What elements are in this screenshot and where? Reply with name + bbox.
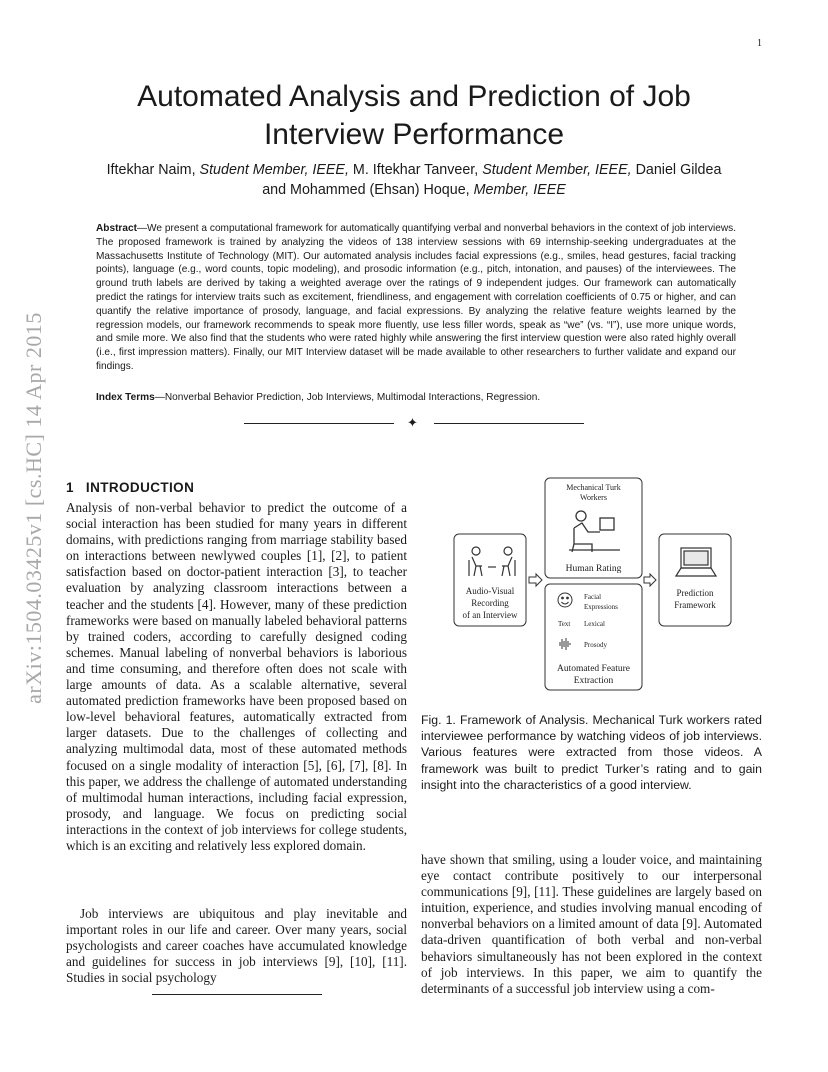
figure-caption-text: Framework of Analysis. Mechanical Turk workers rated interviewee performance by watching videos of job interviews. Various features were extracted from those videos. A framework was built to predict Turker’s rating and to gain insight into the characteristics of a good interview.: [421, 713, 762, 792]
author-name: Iftekhar Naim,: [106, 162, 200, 178]
author-list: [80, 160, 748, 200]
intro-paragraph-1: Analysis of non-verbal behavior to predict the outcome of a social interaction has been studied for many years in different domains, with predictions ranging from marriage stability based on interactions between newlywed couples [1], [2], to patient satisfaction based on doctor-patient interaction [3], to teacher evaluation by analyzing classroom interactions between a teacher and the students [4]. However, many of these prediction frameworks were based on manually labeled behavioral patterns by trained coders, according to carefully designed coding schemes. Manual labeling of nonverbal behaviors is laborious and time consuming, and therefore often does not scale with large amounts of data. As a scalable alternative, several automated prediction frameworks have been proposed based on low-level behavioral features, automatically extracted from larger datasets. Due to the challenges of collecting and analyzing multimodal data, most of these automated methods focused on a single modality of interaction [5], [6], [7], [8]. In this paper, we address the challenge of automated understanding of multimodal human interactions, including facial expression, prosody, and language. We focus on predicting social interactions in the context of job interviews for college students, which is an exciting and relatively less explored domain.: [66, 500, 407, 853]
human-rating-label: Human Rating: [565, 564, 622, 574]
laptop-icon: [676, 548, 716, 576]
abstract: [96, 222, 736, 374]
separator-diamond-icon: ✦: [407, 415, 418, 430]
section-heading: [66, 480, 194, 495]
prediction-label: Framework: [674, 600, 716, 610]
abstract-label: Abstract: [96, 223, 137, 234]
prosody-label: Prosody: [584, 641, 607, 649]
feature-extraction-label: Extraction: [573, 676, 614, 686]
figure-label: Fig. 1.: [421, 713, 456, 727]
author-membership: Member, IEEE: [473, 182, 566, 198]
framework-figure: [424, 472, 760, 702]
author-membership: Student Member, IEEE,: [482, 162, 632, 178]
index-terms: [96, 391, 736, 405]
mturk-label: Workers: [580, 493, 607, 502]
intro-paragraph-continued: have shown that smiling, using a louder voice, and maintaining eye contact contribute positively to our interpersonal communications [9], [11]. These guidelines are largely based on intuition, experience, and studies involving manual encoding of nonverbal behaviors on a limited amount of data [9]. Automated data-driven quantification of both verbal and non-verbal behaviors simultaneously has not been explored in the context of job interviews. In this paper, we aim to quantify the determinants of a successful job interview using a com-: [421, 852, 762, 996]
flow-arrow-right-icon: [644, 574, 656, 586]
recording-label: Recording: [471, 598, 509, 608]
waveform-icon: [560, 638, 570, 650]
arxiv-identifier: arXiv:1504.03425v1 [cs.HC] 14 Apr 2015: [21, 312, 46, 704]
abstract-text: —We present a computational framework for automatically quantifying verbal and nonverbal behaviors in the context of job interviews. The proposed framework is trained by analyzing the videos of 138 interview sessions with 69 internship-seeking undergraduates at the Massachusetts Institute of Technology (MIT). Our automated analysis includes facial expressions (e.g., smiles, head gestures, facial tracking points), language (e.g., word counts, topic modeling), and prosodic information (e.g., pitch, intonation, and pauses) of the interviewees. The ground truth labels are derived by taking a weighted average over the ratings of 9 independent judges. Our framework can automatically predict the ratings for interview traits such as excitement, friendliness, and engagement with correlation coefficients of 0.75 or higher, and can quantify the relative importance of prosody, language, and facial expressions. By analyzing the relative feature weights learned by the regression models, our framework recommends to speak more fluently, use less filler words, speak as “we” (vs. “I”), use more unique words, and smile more. We also find that the students who were rated highly while answering the first interview question were also rated highly overall (i.e., first impression matters). Finally, our MIT Interview dataset will be made available to other researchers to further validate and expand our findings.: [96, 223, 736, 372]
figure-caption: [421, 712, 762, 793]
arxiv-stamp: [14, 258, 54, 758]
section-title: INTRODUCTION: [85, 480, 195, 495]
author-name: M. Iftekhar Tanveer,: [348, 162, 483, 178]
feature-extraction-label: Automated Feature: [556, 664, 631, 674]
section-number: 1: [66, 480, 74, 495]
smiley-face-icon: [558, 593, 572, 607]
page-number: 1: [757, 38, 762, 49]
framework-diagram: [424, 472, 760, 702]
separator-rule-right: [434, 423, 584, 424]
interview-people-icon: [469, 547, 515, 576]
author-name: and Mohammed (Ehsan) Hoque,: [262, 182, 474, 198]
paper-title: Automated Analysis and Prediction of Job Interview Performance: [137, 80, 691, 151]
intro-paragraph-2: Job interviews are ubiquitous and play inevitable and important roles in our life and career. Over many years, social psychologists and career coaches have accumulated knowledge and guidelines for success in job interviews [9], [10], [11]. Studies in social psychology: [66, 906, 407, 986]
footnote-rule: [152, 994, 322, 995]
separator-rule-left: [244, 423, 394, 424]
index-terms-text: —Nonverbal Behavior Prediction, Job Interviews, Multimodal Interactions, Regression.: [154, 392, 541, 403]
text-feature-label: Text: [558, 620, 571, 628]
author-name: Daniel Gildea: [631, 162, 722, 178]
computer-user-icon: [569, 511, 620, 552]
title-separator: [244, 416, 584, 430]
recording-label: of an Interview: [462, 610, 518, 620]
mturk-label: Mechanical Turk: [566, 483, 621, 492]
flow-arrow-right-icon: [529, 574, 542, 586]
facial-label: Expressions: [584, 603, 618, 611]
author-membership: Student Member, IEEE,: [199, 162, 349, 178]
lexical-label: Lexical: [584, 620, 605, 628]
index-terms-label: Index Terms: [96, 392, 155, 403]
prediction-label: Prediction: [676, 588, 714, 598]
recording-label: Audio-Visual: [465, 586, 515, 596]
facial-label: Facial: [584, 593, 602, 601]
